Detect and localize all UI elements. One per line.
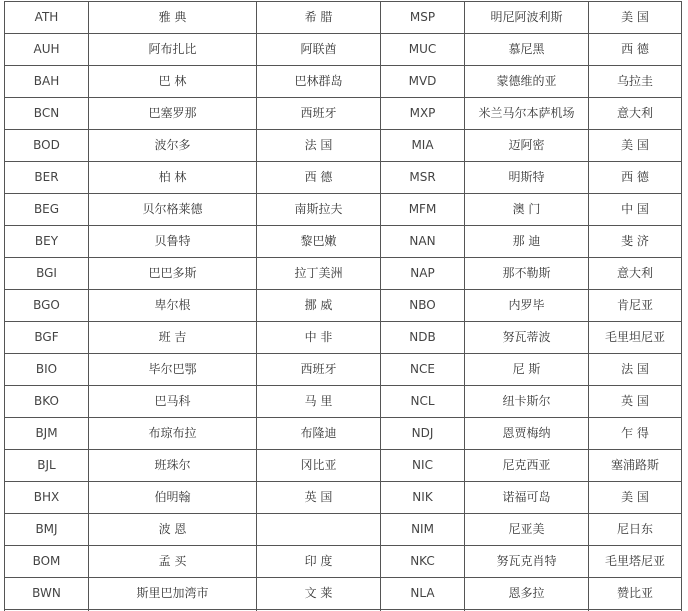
country-name-cell: 尼日东	[589, 514, 682, 546]
airport-code-cell: NCE	[381, 354, 465, 386]
airport-code-cell: BGF	[5, 322, 89, 354]
airport-code-cell: BGO	[5, 290, 89, 322]
country-name-cell: 英 国	[589, 386, 682, 418]
airport-code-cell: NLA	[381, 578, 465, 610]
city-name-cell: 班 吉	[89, 322, 257, 354]
country-name-cell: 肯尼亚	[589, 290, 682, 322]
city-name-cell: 贝尔格莱德	[89, 194, 257, 226]
city-name-cell: 巴 林	[89, 66, 257, 98]
city-name-cell: 那不勒斯	[465, 258, 589, 290]
airport-code-cell: NKC	[381, 546, 465, 578]
airport-code-cell: BGI	[5, 258, 89, 290]
city-name-cell: 伯明翰	[89, 482, 257, 514]
country-name-cell	[257, 514, 381, 546]
city-name-cell: 布琼布拉	[89, 418, 257, 450]
table-body	[5, 2, 682, 611]
country-name-cell: 毛里坦尼亚	[589, 322, 682, 354]
country-name-cell: 塞浦路斯	[589, 450, 682, 482]
table-row	[5, 354, 682, 386]
airport-code-cell: BAH	[5, 66, 89, 98]
country-name-cell: 挪 威	[257, 290, 381, 322]
city-name-cell: 班珠尔	[89, 450, 257, 482]
country-name-cell: 阿联酋	[257, 34, 381, 66]
country-name-cell: 马 里	[257, 386, 381, 418]
country-name-cell: 西班牙	[257, 354, 381, 386]
city-name-cell: 尼亚美	[465, 514, 589, 546]
airport-code-cell: NAP	[381, 258, 465, 290]
city-name-cell: 斯里巴加湾市	[89, 578, 257, 610]
country-name-cell: 美 国	[589, 2, 682, 34]
city-name-cell: 毕尔巴鄂	[89, 354, 257, 386]
airport-code-cell: NIK	[381, 482, 465, 514]
country-name-cell: 法 国	[589, 354, 682, 386]
airport-code-cell: MIA	[381, 130, 465, 162]
country-name-cell: 冈比亚	[257, 450, 381, 482]
city-name-cell: 雅 典	[89, 2, 257, 34]
table-row	[5, 578, 682, 610]
table-row	[5, 450, 682, 482]
city-name-cell: 慕尼黑	[465, 34, 589, 66]
airport-code-cell: MXP	[381, 98, 465, 130]
country-name-cell: 乍 得	[589, 418, 682, 450]
airport-code-cell: BJL	[5, 450, 89, 482]
city-name-cell: 波尔多	[89, 130, 257, 162]
airport-code-cell: BIO	[5, 354, 89, 386]
city-name-cell: 内罗毕	[465, 290, 589, 322]
table-row	[5, 226, 682, 258]
airport-code-cell: ATH	[5, 2, 89, 34]
airport-code-cell: BOM	[5, 546, 89, 578]
city-name-cell: 诺福可岛	[465, 482, 589, 514]
country-name-cell: 法 国	[257, 130, 381, 162]
city-name-cell: 努瓦克肖特	[465, 546, 589, 578]
city-name-cell: 波 恩	[89, 514, 257, 546]
city-name-cell: 蒙德维的亚	[465, 66, 589, 98]
airport-code-cell: MUC	[381, 34, 465, 66]
country-name-cell: 西 德	[589, 34, 682, 66]
city-name-cell: 努瓦蒂波	[465, 322, 589, 354]
table-row	[5, 546, 682, 578]
airport-code-cell: NDJ	[381, 418, 465, 450]
table-row	[5, 290, 682, 322]
table-row	[5, 418, 682, 450]
airport-code-cell: NDB	[381, 322, 465, 354]
table-row	[5, 130, 682, 162]
table-row	[5, 34, 682, 66]
airport-code-cell: BER	[5, 162, 89, 194]
country-name-cell: 中 国	[589, 194, 682, 226]
city-name-cell: 柏 林	[89, 162, 257, 194]
country-name-cell: 拉丁美洲	[257, 258, 381, 290]
airport-code-cell: BHX	[5, 482, 89, 514]
airport-code-cell: MSP	[381, 2, 465, 34]
city-name-cell: 巴塞罗那	[89, 98, 257, 130]
airport-code-cell: BJM	[5, 418, 89, 450]
table-row	[5, 194, 682, 226]
airport-code-cell: NAN	[381, 226, 465, 258]
table-row	[5, 322, 682, 354]
city-name-cell: 明斯特	[465, 162, 589, 194]
table-row	[5, 514, 682, 546]
city-name-cell: 米兰马尔本萨机场	[465, 98, 589, 130]
country-name-cell: 西班牙	[257, 98, 381, 130]
airport-code-cell: BEG	[5, 194, 89, 226]
city-name-cell: 尼 斯	[465, 354, 589, 386]
country-name-cell: 英 国	[257, 482, 381, 514]
country-name-cell: 意大利	[589, 98, 682, 130]
country-name-cell: 希 腊	[257, 2, 381, 34]
airport-code-cell: MVD	[381, 66, 465, 98]
city-name-cell: 那 迪	[465, 226, 589, 258]
city-name-cell: 明尼阿波利斯	[465, 2, 589, 34]
country-name-cell: 乌拉圭	[589, 66, 682, 98]
airport-code-cell: NBO	[381, 290, 465, 322]
airport-code-cell: BEY	[5, 226, 89, 258]
country-name-cell: 印 度	[257, 546, 381, 578]
airport-code-cell: BOD	[5, 130, 89, 162]
airport-code-table	[4, 1, 682, 611]
table-row	[5, 482, 682, 514]
city-name-cell: 阿布扎比	[89, 34, 257, 66]
table-row	[5, 98, 682, 130]
airport-code-cell: MSR	[381, 162, 465, 194]
city-name-cell: 贝鲁特	[89, 226, 257, 258]
country-name-cell: 意大利	[589, 258, 682, 290]
city-name-cell: 巴巴多斯	[89, 258, 257, 290]
table-row	[5, 2, 682, 34]
airport-code-cell: BMJ	[5, 514, 89, 546]
airport-code-cell: BCN	[5, 98, 89, 130]
country-name-cell: 巴林群岛	[257, 66, 381, 98]
airport-code-cell: NIC	[381, 450, 465, 482]
airport-code-cell: AUH	[5, 34, 89, 66]
airport-code-cell: NIM	[381, 514, 465, 546]
airport-code-cell: NCL	[381, 386, 465, 418]
country-name-cell: 布隆迪	[257, 418, 381, 450]
table-row	[5, 162, 682, 194]
airport-code-cell: MFM	[381, 194, 465, 226]
country-name-cell: 西 德	[257, 162, 381, 194]
country-name-cell: 美 国	[589, 482, 682, 514]
city-name-cell: 孟 买	[89, 546, 257, 578]
country-name-cell: 斐 济	[589, 226, 682, 258]
city-name-cell: 恩多拉	[465, 578, 589, 610]
table-row	[5, 66, 682, 98]
table-row	[5, 386, 682, 418]
country-name-cell: 毛里塔尼亚	[589, 546, 682, 578]
city-name-cell: 恩贾梅纳	[465, 418, 589, 450]
table-row	[5, 258, 682, 290]
city-name-cell: 澳 门	[465, 194, 589, 226]
country-name-cell: 黎巴嫩	[257, 226, 381, 258]
country-name-cell: 赞比亚	[589, 578, 682, 610]
country-name-cell: 中 非	[257, 322, 381, 354]
country-name-cell: 西 德	[589, 162, 682, 194]
city-name-cell: 尼克西亚	[465, 450, 589, 482]
city-name-cell: 巴马科	[89, 386, 257, 418]
city-name-cell: 卑尔根	[89, 290, 257, 322]
city-name-cell: 迈阿密	[465, 130, 589, 162]
country-name-cell: 南斯拉夫	[257, 194, 381, 226]
country-name-cell: 美 国	[589, 130, 682, 162]
city-name-cell: 纽卡斯尔	[465, 386, 589, 418]
airport-code-cell: BKO	[5, 386, 89, 418]
airport-code-cell: BWN	[5, 578, 89, 610]
country-name-cell: 文 莱	[257, 578, 381, 610]
